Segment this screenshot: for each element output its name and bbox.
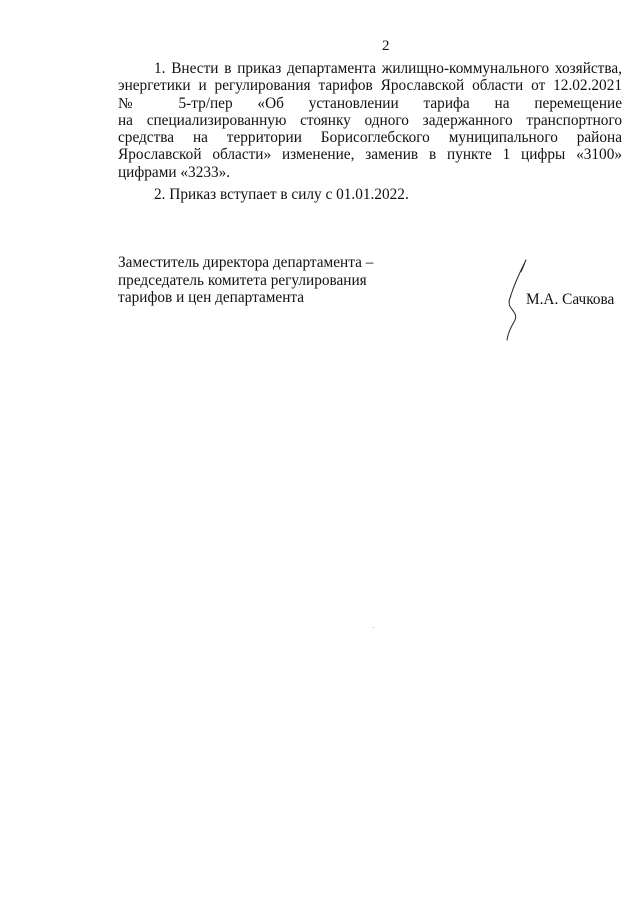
signatory-name: М.А. Сачкова bbox=[526, 291, 615, 308]
paragraph-1 bbox=[118, 60, 622, 181]
paragraph-1-line: цифрами «3233». bbox=[118, 163, 231, 181]
paragraph-1-line: средства на территории Борисоглебского муниципального района bbox=[118, 129, 622, 147]
signatory-title-line: Заместитель директора департамента – bbox=[118, 254, 374, 271]
paragraph-1-line: энергетики и регулирования тарифов Ярославской области от 12.02.2021 bbox=[118, 77, 622, 95]
signatory-title-line: председатель комитета регулирования bbox=[118, 271, 367, 289]
paragraph-1-line: на специализированную стоянку одного задержанного транспортного bbox=[118, 111, 622, 129]
page-number: 2 bbox=[382, 38, 390, 54]
paragraph-1-line: Ярославской области» изменение, заменив в пункте 1 цифры «3100» bbox=[118, 146, 622, 164]
scan-speck bbox=[373, 627, 374, 628]
signatory-title-line: тарифов и цен департамента bbox=[118, 289, 305, 306]
paragraph-1-line: № 5-тр/пер «Об установлении тарифа на перемещение bbox=[118, 94, 622, 112]
signatory-title bbox=[118, 254, 418, 307]
paragraph-2: 2. Приказ вступает в силу с 01.01.2022. bbox=[154, 186, 409, 204]
paragraph-1-line: 1. Внести в приказ департамента жилищно-коммунального хозяйства, bbox=[154, 60, 622, 77]
document-body bbox=[118, 60, 622, 203]
